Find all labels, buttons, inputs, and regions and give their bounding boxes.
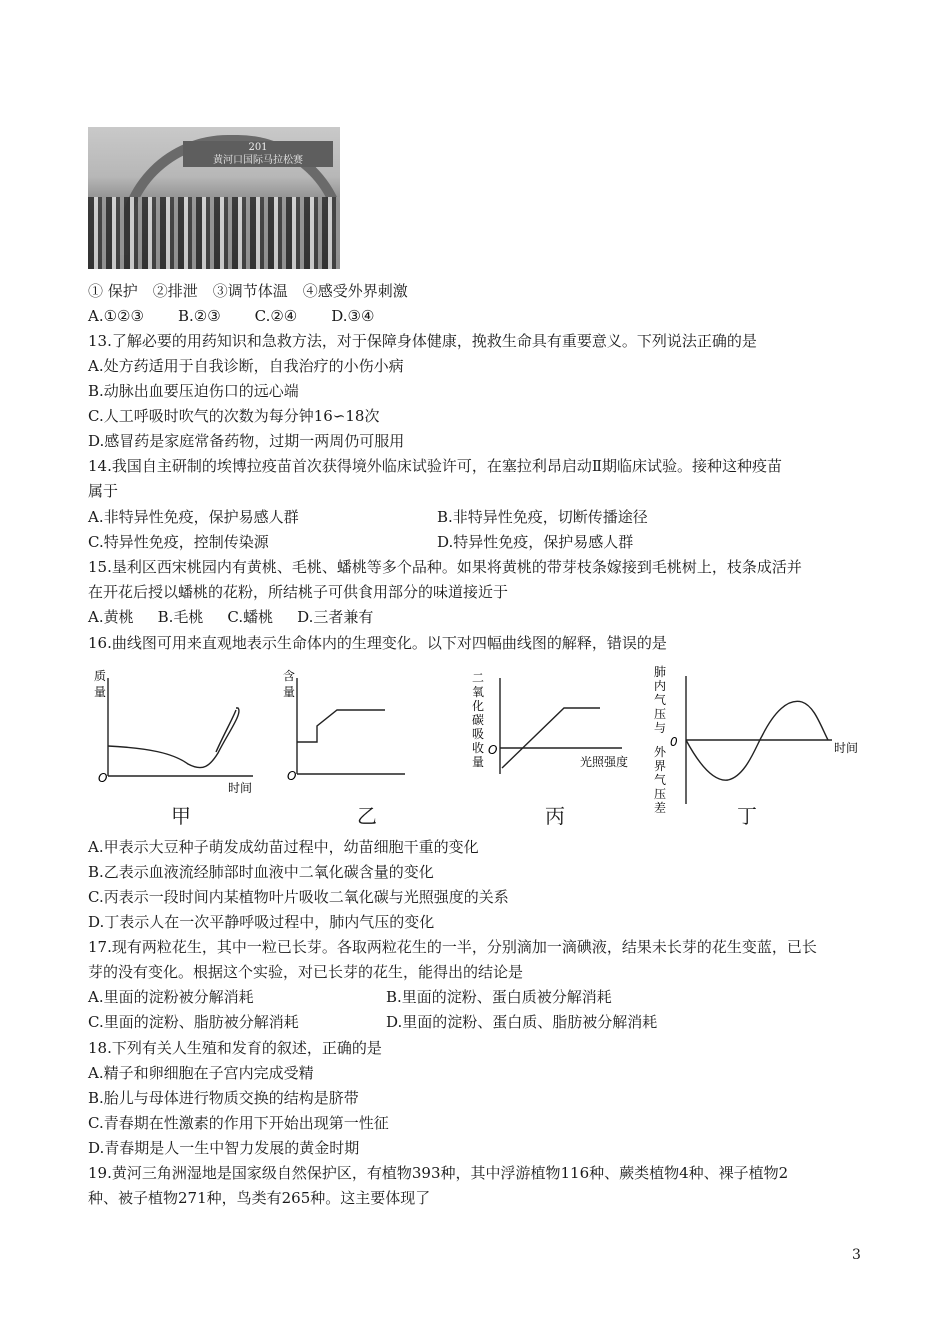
q17-option-a: A.里面的淀粉被分解消耗 — [88, 988, 254, 1006]
q16-option-c: C.丙表示一段时间内某植物叶片吸收二氧化碳与光照强度的关系 — [88, 888, 509, 906]
ding-ylabel-c10: 差 — [654, 801, 667, 815]
q16-option-d: D.丁表示人在一次平静呼吸过程中，肺内气压的变化 — [88, 913, 435, 931]
q18-option-a: A.精子和卵细胞在子宫内完成受精 — [88, 1064, 314, 1082]
q19-stem-2: 种、被子植物271种，鸟类有265种。这主要体现了 — [88, 1189, 431, 1207]
q15-option-b: B.毛桃 — [157, 608, 204, 626]
page-number: 3 — [852, 1247, 861, 1263]
q15-stem-1: 15.垦利区西宋桃园内有黄桃、毛桃、蟠桃等多个品种。如果将黄桃的带芽枝条嫁接到毛桃树上，枝条成活并 — [88, 558, 802, 576]
q18-option-b: B.胎儿与母体进行物质交换的结构是脐带 — [88, 1089, 359, 1107]
ding-xlabel: 时间 — [834, 741, 859, 755]
q14-option-a: A.非特异性免疫，保护易感人群 — [88, 508, 299, 526]
ding-ylabel-c8: 气 — [654, 773, 667, 787]
marathon-photo — [88, 127, 340, 269]
ding-ylabel-c5: 与 — [654, 721, 667, 735]
q17-option-c: C.里面的淀粉、脂肪被分解消耗 — [88, 1013, 299, 1031]
q15-option-c: C.蟠桃 — [227, 608, 274, 626]
bing-ylabel-c1: 二 — [472, 671, 485, 685]
q16-stem: 16.曲线图可用来直观地表示生命体内的生理变化。以下对四幅曲线图的解释，错误的是 — [88, 634, 667, 652]
q16-option-b: B.乙表示血液流经肺部时血液中二氧化碳含量的变化 — [88, 863, 434, 881]
q12-items: ① 保护 ②排泄 ③调节体温 ④感受外界刺激 — [88, 282, 408, 300]
bing-ylabel-c7: 量 — [472, 755, 485, 769]
yi-ylabel-1: 含 — [283, 669, 296, 683]
yi-caption: 乙 — [357, 804, 377, 828]
q14-option-c: C.特异性免疫，控制传染源 — [88, 533, 269, 551]
q13-option-d: D.感冒药是家庭常备药物，过期一两周仍可服用 — [88, 432, 405, 450]
q15-option-a: A.黄桃 — [88, 608, 134, 626]
ding-origin: 0 — [670, 735, 678, 749]
q13-option-b: B.动脉出血要压迫伤口的远心端 — [88, 382, 299, 400]
graph-jia — [88, 668, 258, 818]
photo-banner-title: 黄河口国际马拉松赛 — [213, 155, 303, 166]
q15-option-d: D.三者兼有 — [297, 608, 374, 626]
ding-ylabel-c9: 压 — [654, 787, 667, 801]
q18-option-c: C.青春期在性激素的作用下开始出现第一性征 — [88, 1114, 389, 1132]
q12-option-d: D.③④ — [331, 307, 375, 325]
ding-ylabel-c2: 内 — [654, 679, 667, 693]
q18-stem: 18.下列有关人生殖和发育的叙述，正确的是 — [88, 1039, 382, 1057]
ding-ylabel — [654, 664, 667, 815]
photo-banner — [183, 141, 333, 167]
q15-options — [88, 606, 373, 628]
ding-ylabel-c3: 气 — [654, 693, 667, 707]
q13-option-c: C.人工呼吸时吹气的次数为每分钟16∽18次 — [88, 407, 380, 425]
q19-stem-1: 19.黄河三角洲湿地是国家级自然保护区，有植物393种，其中浮游植物116种、蕨类植物4种、裸子植物2 — [88, 1164, 789, 1182]
q16-option-a: A.甲表示大豆种子萌发成幼苗过程中，幼苗细胞干重的变化 — [88, 838, 479, 856]
ding-ylabel-c6: 外 — [654, 745, 667, 759]
jia-ylabel-1: 质 — [94, 669, 107, 683]
bing-ylabel-c4: 碳 — [472, 713, 485, 727]
jia-origin: O — [98, 771, 108, 785]
q12-option-c: C.②④ — [254, 307, 298, 325]
bing-xlabel: 光照强度 — [580, 755, 629, 769]
q14-option-b: B.非特异性免疫，切断传播途径 — [437, 508, 648, 526]
q17-option-b: B.里面的淀粉、蛋白质被分解消耗 — [386, 988, 612, 1006]
ding-ylabel-c4: 压 — [654, 707, 667, 721]
q15-stem-2: 在开花后授以蟠桃的花粉，所结桃子可供食用部分的味道接近于 — [88, 583, 509, 601]
ding-ylabel-c7: 界 — [654, 759, 667, 773]
bing-ylabel-c3: 化 — [472, 699, 485, 713]
q17-stem-1: 17.现有两粒花生，其中一粒已长芽。各取两粒花生的一半，分别滴加一滴碘液，结果未长芽的花生变蓝，已长 — [88, 938, 817, 956]
q12-answers — [88, 305, 374, 327]
q17-stem-2: 芽的没有变化。根据这个实验，对已长芽的花生，能得出的结论是 — [88, 963, 524, 981]
bing-ylabel-c2: 氧 — [472, 685, 485, 699]
bing-origin: O — [488, 743, 498, 757]
q13-option-a: A.处方药适用于自我诊断，自我治疗的小伤小病 — [88, 357, 404, 375]
ding-ylabel-c1: 肺 — [654, 665, 667, 679]
bing-caption: 丙 — [545, 804, 565, 828]
bing-ylabel — [472, 671, 484, 769]
q14-stem-2: 属于 — [88, 482, 119, 500]
q12-option-b: B.②③ — [177, 307, 221, 325]
yi-origin: O — [287, 769, 297, 783]
q14-option-d: D.特异性免疫，保护易感人群 — [437, 533, 634, 551]
bing-ylabel-c6: 收 — [472, 741, 485, 755]
graph-yi — [275, 668, 415, 818]
q12-option-a: A.①②③ — [88, 307, 144, 325]
graph-bing — [462, 668, 632, 818]
photo-banner-year: 201 — [248, 142, 268, 153]
jia-xlabel: 时间 — [228, 781, 253, 795]
q18-option-d: D.青春期是人一生中智力发展的黄金时期 — [88, 1139, 360, 1157]
jia-caption: 甲 — [171, 804, 191, 828]
yi-ylabel-2: 量 — [283, 685, 296, 699]
q14-stem-1: 14.我国自主研制的埃博拉疫苗首次获得境外临床试验许可，在塞拉利昂启动Ⅱ期临床试验。接种这种疫苗 — [88, 457, 783, 475]
jia-ylabel-2: 量 — [94, 685, 107, 699]
ding-caption: 丁 — [737, 804, 757, 828]
photo-runners — [88, 197, 340, 269]
q13-stem: 13.了解必要的用药知识和急救方法，对于保障身体健康，挽救生命具有重要意义。下列说法正确的是 — [88, 332, 757, 350]
graph-ding — [652, 662, 872, 818]
q17-option-d: D.里面的淀粉、蛋白质、脂肪被分解消耗 — [386, 1013, 658, 1031]
bing-ylabel-c5: 吸 — [472, 727, 485, 741]
